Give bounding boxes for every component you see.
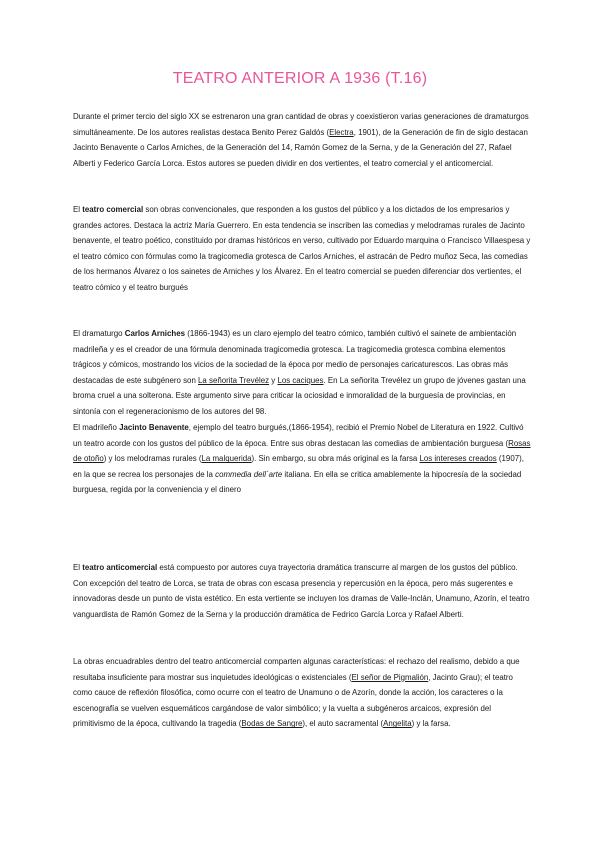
paragraph-caracteristicas: [73, 654, 531, 732]
text-run: El madrileño: [73, 423, 120, 432]
work-title: El señor de Pigmalión: [351, 672, 429, 682]
work-title: Rosas de otoño: [73, 438, 531, 464]
work-title: Bodas de Sangre: [241, 719, 303, 729]
paragraph-jacinto-benavente: [73, 420, 531, 498]
italic-text: commedia dell´arte: [215, 469, 283, 479]
bold-text: teatro anticomercial: [82, 563, 158, 572]
work-title: Los caciques: [277, 375, 324, 385]
text-run: son obras convencionales, que responden a los gustos del público y a los dictados de los empresarios y grandes actores. Destaca la actriz María Guerrero. En esta tendencia se inscriben las comedias y melodramas rurales de Jacinto benavente, el teatro poético, constituido por dramas históricos en verso, cultivado por Eduardo marquina o Francisco Villaespesa y el teatro cómico con fórmulas como la tragicomedia grotesca de Carlos Arniches, el astracán de Pedro muñoz Seca, las comedias de los hermanos Álvarez o los sainetes de Arniches y los Álvarez. En el teatro comercial se pueden diferenciar dos vertientes, el teatro cómico y el teatro burgués: [73, 205, 531, 292]
text-run: ), el auto sacramental (: [302, 719, 384, 729]
text-run: (1907), en la que se recrea los personajes de la: [73, 454, 524, 479]
text-run: y: [269, 375, 278, 385]
text-run: El: [73, 563, 83, 572]
text-run: . En La señorita Trevélez un grupo de jóvenes gastan una broma cruel a una solterona. Este argumento sirve para criticar la ociosidad e inmoralidad de la burguesía de provincias, en sintonía con el regeneracionismo de los autores del 98.: [73, 375, 526, 416]
bold-text: Carlos Arniches: [124, 329, 185, 338]
text-run: (1866-1943) es un claro ejemplo del teatro cómico, también cultivó el sainete de ambientación madrileña y es el creador de una fórmula denominada tragicomedia grotesca. La tragicomedia grotesca combina elementos trágicos y cómicos, mostrando los vicios de la sociedad de la época por medio de personajes caricaturescos. Las obras más destacadas de este subgénero son: [73, 329, 517, 385]
text-run: ). Sin embargo, su obra más original es la farsa: [251, 454, 420, 464]
text-run: El dramaturgo: [73, 329, 125, 338]
text-run: , Jacinto Grau); el teatro como cauce de reflexión filosófica, como ocurre con el teatro de Unamuno o de Azorín, donde la acción, los caracteres o la escenografía se vuelven esquemáticos cargándose de valor simbólico; y la vuelta a subgéneros arcaicos, expresión del primitivismo de la época, cultivando la tragedia (: [73, 672, 513, 729]
text-run: italiana. En ella se critica amablemente la hipocresía de la sociedad burguesa, regida por la conveniencia y el dinero: [73, 469, 522, 495]
bold-text: Jacinto Benavente: [119, 423, 189, 432]
work-title: La señorita Trevélez: [198, 375, 270, 385]
text-run: El: [73, 205, 83, 214]
paragraph-teatro-anticomercial: [73, 560, 531, 622]
work-title: Electra: [329, 127, 354, 137]
paragraph-teatro-comercial: [73, 202, 531, 296]
work-title: Los intereses creados: [419, 454, 497, 464]
text-run: La obras encuadrables dentro del teatro anticomercial comparten algunas características: el rechazo del realismo, debido a que resultaba insuficiente para mostrar sus inquietudes ideológicas o existenciales (: [73, 657, 520, 682]
bold-text: teatro comercial: [82, 205, 144, 214]
paragraph-carlos-arniches: [73, 326, 531, 420]
work-title: La malquerida: [201, 454, 252, 464]
text-run: está compuesto por autores cuya trayectoria dramática transcurre al margen de los gustos del público. Con excepción del teatro de Lorca, se trata de obras con escasa presencia y repercusión en la época, pero más sugerentes e innovadoras desde un punto de vista estético. En esta vertiente se incluyen los dramas de Valle-Inclán, Unamuno, Azorín, el teatro vanguardista de Ramón Gomez de la Serna y la producción dramática de Fedrico García Lorca y Rafael Alberti.: [73, 563, 530, 619]
text-run: , 1901), de la Generación de fin de siglo destacan Jacinto Benavente o Carlos Arniches, de la Generación del 14, Ramón Gomez de la Serna, y de la Generación del 27, Rafael Alberti y Federico García Lorca. Estos autores se pueden dividir en dos vertientes, el teatro comercial y el anticomercial.: [73, 127, 528, 168]
paragraph-intro: [73, 109, 531, 171]
text-run: ) y los melodramas rurales (: [103, 454, 202, 464]
text-run: , ejemplo del teatro burgués,(1866-1954), recibió el Premio Nobel de Literatura en 1922. Cultivó un teatro acorde con los gustos del público de la época. Entre sus obras destacan las comedias de ambientación burguesa (: [73, 423, 524, 448]
text-run: ) y la farsa.: [411, 719, 451, 729]
text-run: Durante el primer tercio del siglo XX se estrenaron una gran cantidad de obras y coexistieron varias generaciones de dramaturgos simultáneamente. De los autores realistas destaca Benito Perez Galdós (: [73, 112, 529, 137]
work-title: Angelita: [383, 719, 412, 729]
document-title: TEATRO ANTERIOR A 1936 (T.16): [172, 70, 428, 87]
